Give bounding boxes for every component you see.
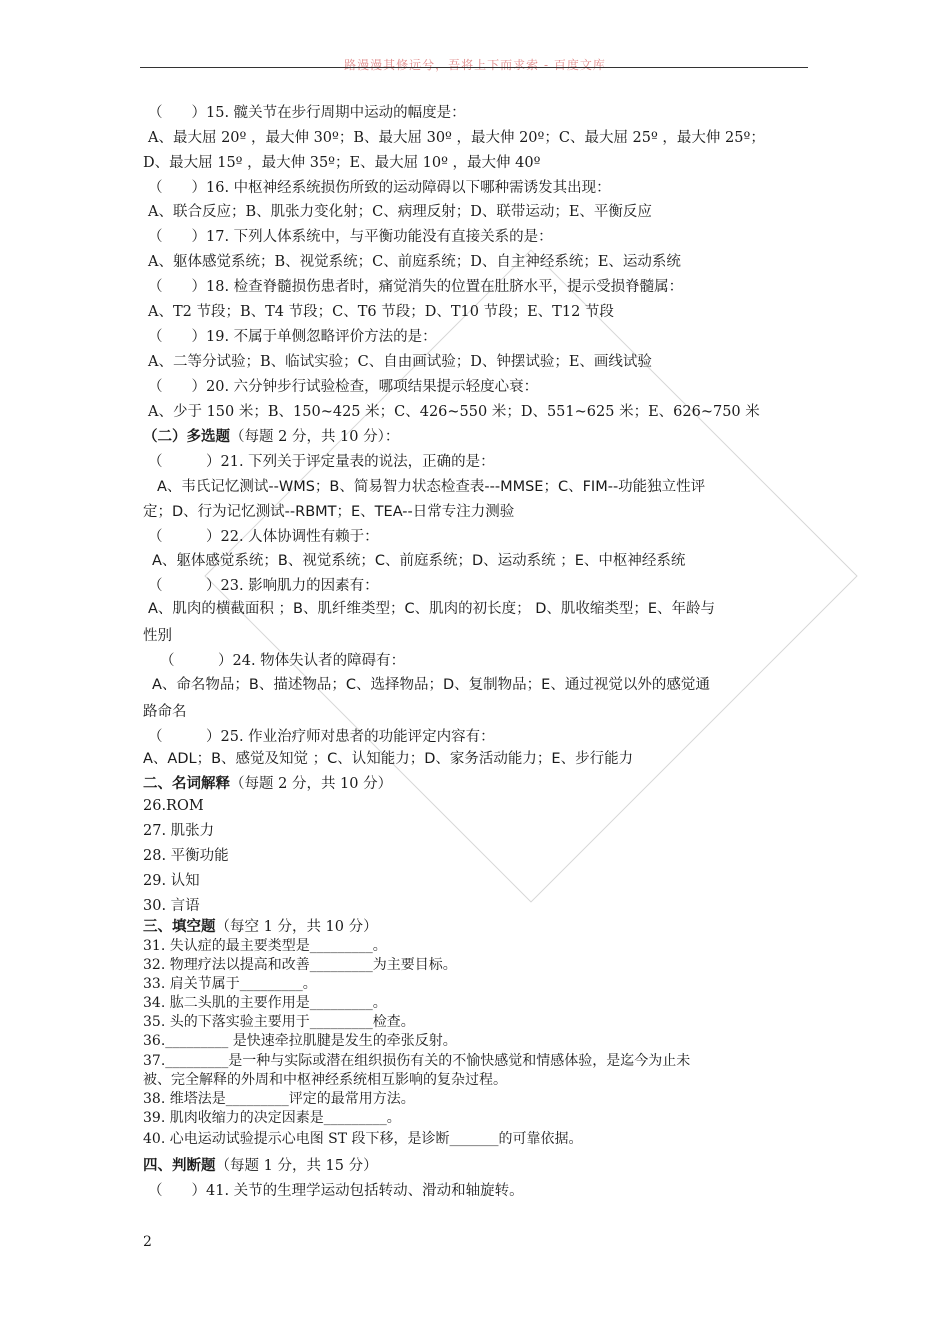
section-heading	[143, 918, 378, 936]
line-text: A、最大屈 20º ，最大伸 30º；B、最大屈 30º ，最大伸 20º；C、最大屈 25º ，最大伸 25º；	[148, 130, 765, 146]
line-text: 38. 维塔法是_________评定的最常用方法。	[143, 1091, 415, 1107]
text-line	[148, 378, 538, 396]
header-rule	[140, 67, 808, 68]
text-line	[143, 897, 200, 915]
text-line	[143, 703, 187, 721]
line-text: （每题 1 分，共 15 分）	[215, 1158, 378, 1174]
text-line	[148, 253, 681, 271]
line-text: （ ）15. 髋关节在步行周期中运动的幅度是：	[148, 105, 466, 121]
section-title: 四、判断题	[143, 1157, 216, 1174]
line-text: （ ）23. 影响肌力的因素有：	[148, 578, 379, 594]
section-heading	[143, 775, 392, 793]
line-text: A、肌肉的横截面积 ；B、肌纤维类型；C、肌肉的初长度； D、肌收缩类型；E、年龄与	[148, 601, 716, 617]
text-line	[148, 600, 715, 618]
line-text: （ ）25. 作业治疗师对患者的功能评定内容有：	[148, 729, 495, 745]
line-text: A、二等分试验；B、临试实验；C、自由画试验；D、钟摆试验；E、画线试验	[148, 354, 652, 370]
header-watermark: 路漫漫其修远兮，吾将上下而求索 - 百度文库	[344, 58, 606, 72]
line-text: A、躯体感觉系统；B、视觉系统；C、前庭系统；D、运动系统 ；E、中枢神经系统	[152, 553, 686, 569]
line-text: 35. 头的下落实验主要用于_________检查。	[143, 1014, 415, 1030]
text-line	[148, 228, 553, 246]
line-text: D、最大屈 15º ，最大伸 35º；E、最大屈 10º ，最大伸 40º	[143, 155, 541, 171]
line-text: A、躯体感觉系统；B、视觉系统；C、前庭系统；D、自主神经系统；E、运动系统	[148, 254, 681, 270]
line-text: （每空 1 分，共 10 分）	[215, 919, 378, 935]
watermark-diamond	[204, 249, 857, 902]
text-line	[143, 1033, 457, 1050]
text-line	[148, 728, 495, 746]
text-line	[148, 577, 379, 595]
line-text: （ ）17. 下列人体系统中，与平衡功能没有直接关系的是：	[148, 229, 553, 245]
line-text: 33. 肩关节属于_________。	[143, 976, 317, 992]
line-text: 被、完全解释的外周和中枢神经系统相互影响的复杂过程。	[143, 1072, 507, 1088]
line-text: 31. 失认症的最主要类型是_________。	[143, 938, 387, 954]
line-text: 26.ROM	[143, 798, 204, 814]
text-line	[143, 627, 172, 645]
text-line	[143, 957, 457, 974]
section-heading	[143, 1157, 378, 1175]
text-line	[143, 847, 229, 865]
line-text: 30. 言语	[143, 898, 200, 914]
line-text: 39. 肌肉收缩力的决定因素是_________。	[143, 1110, 401, 1126]
text-line	[143, 1131, 583, 1148]
line-text: （ ）19. 不属于单侧忽略评价方法的是：	[148, 329, 437, 345]
section-title: （二）多选题	[143, 428, 230, 445]
text-line	[143, 872, 200, 890]
line-text: 性别	[143, 628, 172, 644]
text-line	[143, 1110, 401, 1127]
line-text: 定；D、行为记忆测试--RBMT；E、TEA--日常专注力测验	[143, 504, 515, 520]
text-line	[148, 129, 765, 147]
page-number: 2	[143, 1234, 152, 1250]
line-text: （每题 2 分，共 10 分）：	[230, 429, 400, 445]
line-text: A、联合反应；B、肌张力变化射；C、病理反射；D、联带运动；E、平衡反应	[148, 204, 652, 220]
text-line	[143, 750, 633, 768]
text-line	[143, 503, 514, 521]
line-text: 40. 心电运动试验提示心电图 ST 段下移，是诊断_______的可靠依据。	[143, 1131, 583, 1147]
text-line	[148, 353, 652, 371]
line-text: 路命名	[143, 704, 187, 720]
text-line	[143, 1072, 507, 1089]
text-line	[148, 328, 437, 346]
section-title: 二、名词解释	[143, 775, 230, 792]
text-line	[160, 652, 405, 670]
text-line	[148, 453, 495, 471]
line-text: （ ）16. 中枢神经系统损伤所致的运动障碍以下哪种需诱发其出现：	[148, 180, 611, 196]
text-line	[157, 478, 705, 496]
line-text: 37._________是一种与实际或潜在组织损伤有关的不愉快感觉和情感体验，是迄今为止未	[143, 1053, 691, 1069]
section-heading	[143, 428, 399, 446]
text-line	[143, 1053, 690, 1070]
line-text: （ ）41. 关节的生理学运动包括转动、滑动和轴旋转。	[148, 1183, 524, 1199]
line-text: （ ）21. 下列关于评定量表的说法，正确的是：	[148, 454, 495, 470]
text-line	[143, 1091, 415, 1108]
text-line	[143, 797, 204, 815]
text-line	[148, 104, 466, 122]
text-line	[143, 976, 317, 993]
line-text: A、少于 150 米；B、150~425 米；C、426~550 米；D、551~625 米；E、626~750 米	[148, 404, 760, 420]
text-line	[148, 203, 652, 221]
text-line	[148, 303, 614, 321]
text-line	[148, 179, 611, 197]
line-text: 28. 平衡功能	[143, 848, 229, 864]
line-text: （ ）22. 人体协调性有赖于：	[148, 529, 379, 545]
line-text: 29. 认知	[143, 873, 200, 889]
line-text: 34. 肱二头肌的主要作用是_________。	[143, 995, 387, 1011]
line-text: A、韦氏记忆测试--WMS；B、简易智力状态检查表---MMSE；C、FIM--功能独立性评	[157, 479, 706, 495]
line-text: A、ADL；B、感觉及知觉 ；C、认知能力；D、家务活动能力；E、步行能力	[143, 751, 634, 767]
text-line	[148, 528, 379, 546]
section-title: 三、填空题	[143, 918, 216, 935]
text-line	[143, 995, 387, 1012]
line-text: （ ）18. 检查脊髓损伤患者时，痛觉消失的位置在肚脐水平，提示受损脊髓属：	[148, 279, 684, 295]
line-text: 27. 肌张力	[143, 823, 215, 839]
text-line	[143, 822, 214, 840]
text-line	[152, 676, 710, 694]
text-line	[143, 1014, 415, 1031]
line-text: A、命名物品；B、描述物品；C、选择物品；D、复制物品；E、通过视觉以外的感觉通	[152, 677, 710, 693]
text-line	[143, 154, 540, 172]
text-line	[152, 552, 685, 570]
text-line	[148, 403, 760, 421]
line-text: （每题 2 分，共 10 分）	[230, 776, 393, 792]
line-text: A、T2 节段；B、T4 节段；C、T6 节段；D、T10 节段；E、T12 节段	[148, 304, 614, 320]
line-text: 36._________ 是快速牵拉肌腱是发生的牵张反射。	[143, 1033, 457, 1049]
text-line	[148, 1182, 524, 1200]
text-line	[148, 278, 683, 296]
line-text: 32. 物理疗法以提高和改善_________为主要目标。	[143, 957, 457, 973]
line-text: （ ）20. 六分钟步行试验检查，哪项结果提示轻度心衰：	[148, 379, 539, 395]
line-text: （ ）24. 物体失认者的障碍有：	[160, 653, 406, 669]
text-line	[143, 938, 387, 955]
